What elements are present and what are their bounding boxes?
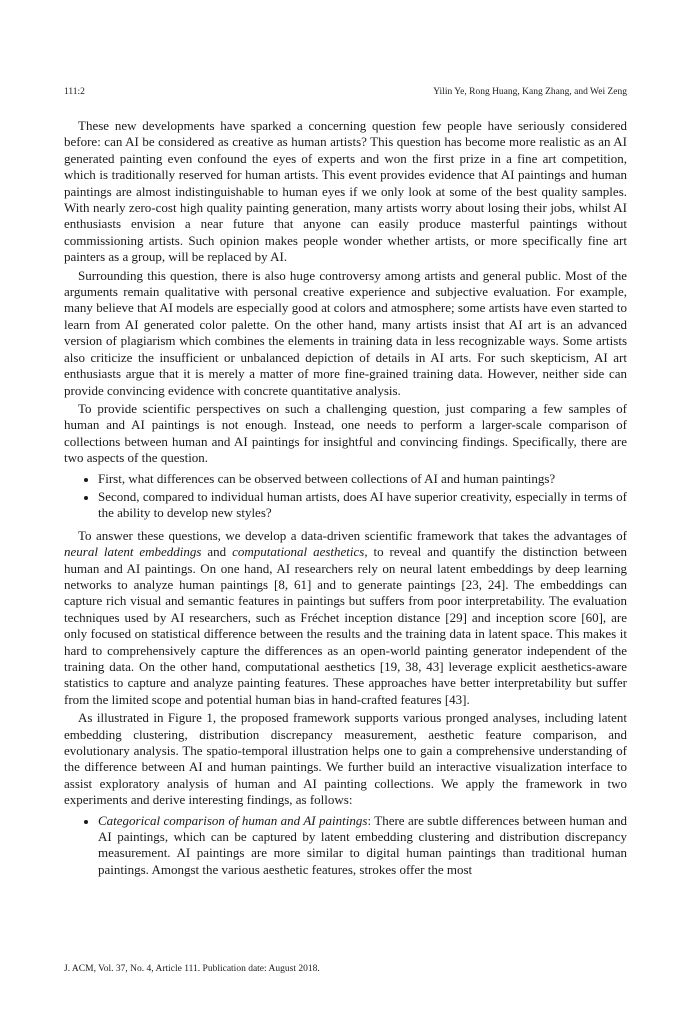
finding-title: Categorical comparison of human and AI paintings [98,812,368,828]
page-footer: J. ACM, Vol. 37, No. 4, Article 111. Publication date: August 2018. [64,964,320,974]
finding-text: : There are subtle differences between human and AI paintings, which can be captured by latent embedding clustering and distribution discrepancy measurement. AI paintings are more similar to digital human paintings than traditional human paintings. Amongst the various aesthetic features, strokes offer the most [98,812,627,877]
paragraph-4-part-c: , to reveal and quantify the distinction between human and AI paintings. On one hand, AI researchers rely on neural latent embeddings by deep learning networks to analyze human paintings [8, 61] and to generate paintings [23, 24]. The embeddings can capture rich visual and semantic features in paintings but suffers from poor interpretability. The evaluation techniques used by AI researchers, such as Fréchet inception distance [29] and inception score [60], are only focused on statistical difference between the results and the training data in latent space. This makes it hard to comprehensively capture the differences as an open-world painting generator independent of the training data. On the other hand, computational aesthetics [19, 38, 43] leverage explicit aesthetics-aware statistics to capture and analyze painting features. These approaches have better interpretability but suffer from the limited scope and potential human bias in hand-crafted features [43]. [64,544,627,707]
list-item [98,813,627,879]
emphasis-computational-aesthetics: computational aesthetics [232,544,365,560]
author-list: Yilin Ye, Rong Huang, Kang Zhang, and Wei Zeng [433,87,627,97]
paragraph-3: To provide scientific perspectives on such a challenging question, just comparing a few samples of human and AI paintings is not enough. Instead, one needs to perform a larger-scale comparison of collections between human and AI paintings for insightful and convincing findings. Specifically, there are two aspects of the question. [64,400,627,466]
paragraph-4-part-b: and [201,544,233,560]
emphasis-neural-latent-embeddings: neural latent embeddings [64,544,202,560]
list-item: • Second, compared to individual human artists, does AI have superior creativity, especially in terms of the ability to develop new styles? [98,489,627,522]
page-number: 111:2 [64,87,85,97]
question-list [64,471,627,522]
findings-list [64,813,627,879]
body-text [64,118,627,884]
paragraph-4 [64,528,627,708]
paragraph-4-part-a: To answer these questions, we develop a data-driven scientific framework that takes the advantages of [78,527,627,543]
paragraph-1: These new developments have sparked a concerning question few people have seriously considered before: can AI be considered as creative as human artists? This question has become more realistic as an AI generated painting even confound the eyes of experts and won the first prize in a fine art competition, which is traditionally reserved for human artists. This event provides evidence that AI paintings and human paintings are almost indistinguishable to human eyes if we only look at some of the best quality samples. With nearly zero-cost high quality painting generation, many artists worry about losing their jobs, whilst AI enthusiasts envision a near future that anyone can easily produce masterful paintings without commissioning artists. Such opinion makes people wonder whether artists, or more specifically fine art painters as a group, will be replaced by AI. [64,118,627,265]
running-head [64,87,627,97]
list-item: • First, what differences can be observed between collections of AI and human paintings? [98,471,627,487]
paragraph-5: As illustrated in Figure 1, the proposed framework supports various pronged analyses, including latent embedding clustering, distribution discrepancy measurement, aesthetic feature comparison, and evolutionary analysis. The spatio-temporal illustration helps one to gain a comprehensive understanding of the difference between AI and human paintings. We further build an interactive visualization interface to assist exploratory analysis of human and AI painting collections. We apply the framework in two experiments and derive interesting findings, as follows: [64,710,627,808]
paragraph-2: Surrounding this question, there is also huge controversy among artists and general public. Most of the arguments remain qualitative with personal creative experience and subjective evaluation. For example, many believe that AI models are especially good at colors and atmosphere; some artists have even started to learn from AI generated color palette. On the other hand, many artists insist that AI art is an advanced version of plagiarism which combines the elements in training data in less recognizable ways. Some artists also criticize the insufficient or unbalanced depiction of details in AI arts. For such skepticism, AI art enthusiasts argue that it is merely a matter of more fine-grained training data. However, neither side can provide convincing evidence with concrete quantitative analysis. [64,267,627,398]
